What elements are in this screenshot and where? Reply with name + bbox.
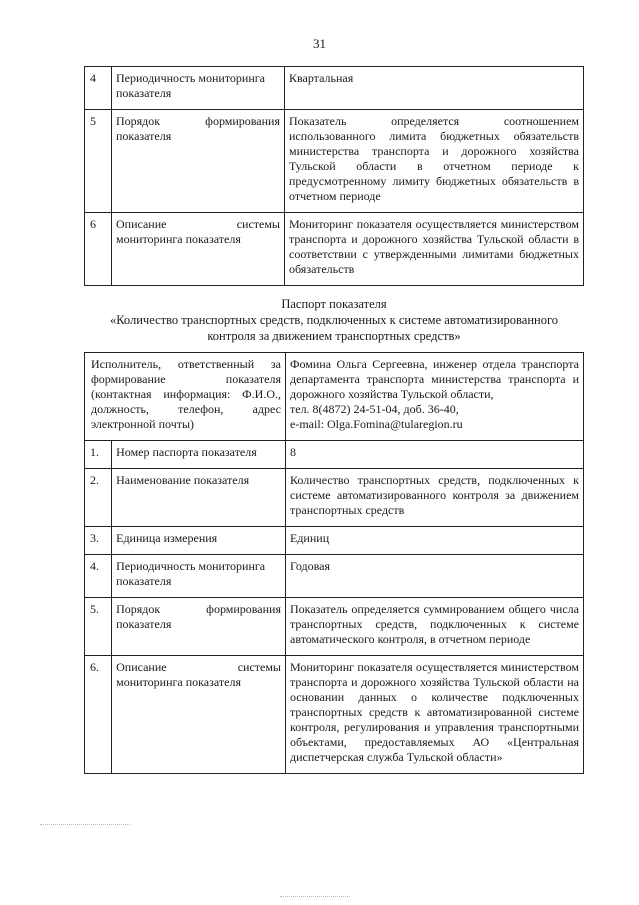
row-value: Годовая xyxy=(286,555,584,598)
row-value: Квартальная xyxy=(285,67,584,110)
table-row xyxy=(85,441,584,469)
row-value: Единиц xyxy=(286,527,584,555)
table-row xyxy=(85,555,584,598)
row-label: Описание системы мониторинга показателя xyxy=(112,213,285,286)
row-value: Мониторинг показателя осуществляется министерством транспорта и дорожного хозяйства Тульской области на основании данных о количестве подключенных транспортных средств к автоматизированной системе контроля, регулирования и управления транспортными объектами, предоставляемых АО «Центральная диспетчерская служба Тульской области» xyxy=(286,656,584,774)
row-label: Периодичность мониторинга показателя xyxy=(112,555,286,598)
scan-mark xyxy=(40,824,130,826)
scan-mark xyxy=(280,896,350,898)
row-value: 8 xyxy=(286,441,584,469)
row-label: Порядок формирования показателя xyxy=(112,110,285,213)
table-row xyxy=(85,469,584,527)
executor-label: Исполнитель, ответственный за формирование показателя (контактная информация: Ф.И.О., должность, телефон, адрес электронной почты) xyxy=(85,353,286,441)
row-value: Показатель определяется суммированием общего числа транспортных средств, подключенных к системе автоматического контроля, в отчетном периоде xyxy=(286,598,584,656)
passport-title xyxy=(84,296,584,344)
executor-phone: тел. 8(4872) 24-51-04, доб. 36-40, xyxy=(290,402,459,416)
row-label: Периодичность мониторинга показателя xyxy=(112,67,285,110)
row-value: Мониторинг показателя осуществляется министерством транспорта и дорожного хозяйства Тульской области в соответствии с утвержденными лимитами бюджетных обязательств xyxy=(285,213,584,286)
row-label: Порядок формирования показателя xyxy=(112,598,286,656)
row-number: 5 xyxy=(85,110,112,213)
row-number: 5. xyxy=(85,598,112,656)
executor-email: e-mail: Olga.Fomina@tularegion.ru xyxy=(290,417,463,431)
row-label: Единица измерения xyxy=(112,527,286,555)
row-label: Номер паспорта показателя xyxy=(112,441,286,469)
row-number: 1. xyxy=(85,441,112,469)
executor-name: Фомина Ольга Сергеевна, инженер отдела транспорта департамента транспорта министерства транспорта и дорожного хозяйства Тульской области, xyxy=(290,357,579,401)
row-value: Количество транспортных средств, подключенных к системе автоматизированного контроля за движением транспортных средств xyxy=(286,469,584,527)
page-number: 31 xyxy=(313,36,326,51)
executor-value xyxy=(286,353,584,441)
row-number: 3. xyxy=(85,527,112,555)
row-number: 6 xyxy=(85,213,112,286)
row-number: 4. xyxy=(85,555,112,598)
scan-footer-marks xyxy=(0,824,639,825)
row-label: Описание системы мониторинга показателя xyxy=(112,656,286,774)
row-label: Наименование показателя xyxy=(112,469,286,527)
passport-subtitle-line: «Количество транспортных средств, подключенных к системе автоматизированного xyxy=(109,313,559,327)
passport-table xyxy=(84,352,584,774)
passport-heading: Паспорт показателя xyxy=(281,297,387,311)
table-row xyxy=(85,598,584,656)
row-number: 4 xyxy=(85,67,112,110)
row-value: Показатель определяется соотношением использованного лимита бюджетных обязательств министерства транспорта и дорожного хозяйства Тульской области в отчетном периоде к предусмотренному лимиту бюджетных обязательств в отчетном периоде xyxy=(285,110,584,213)
table-row xyxy=(85,527,584,555)
passport-subtitle-line: контроля за движением транспортных средств» xyxy=(207,329,461,343)
table-row xyxy=(85,67,584,110)
executor-row xyxy=(85,353,584,441)
row-number: 6. xyxy=(85,656,112,774)
indicator-table-continued xyxy=(84,66,584,286)
table-row xyxy=(85,110,584,213)
table-row xyxy=(85,656,584,774)
table-row xyxy=(85,213,584,286)
row-number: 2. xyxy=(85,469,112,527)
